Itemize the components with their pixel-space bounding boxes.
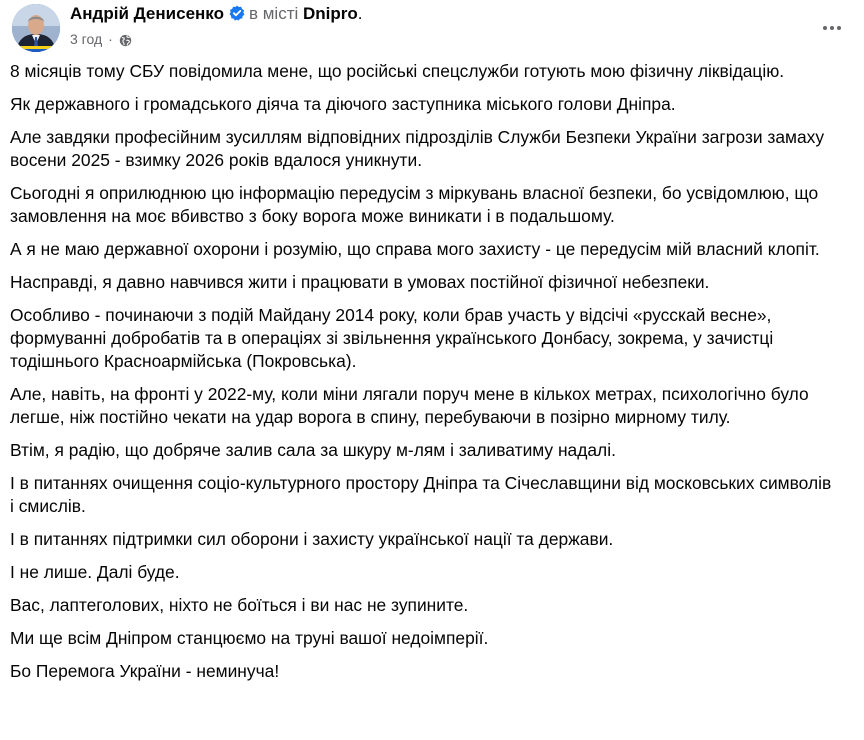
globe-icon[interactable] [119, 33, 132, 51]
post-paragraph: Але, навіть, на фронті у 2022-му, коли міни лягали поруч мене в кількох метрах, психологічно було легше, ніж постійно чекати на удар ворога в спину, перебуваючи в позірно мирному тилу. [10, 384, 809, 427]
meta-separator: · [108, 31, 113, 47]
author-name[interactable]: Андрій Денисенко [70, 4, 224, 23]
post-paragraph: Втім, я радію, що добряче залив сала за шкуру м-лям і заливатиму надалі. [10, 440, 616, 460]
post-paragraph: 8 місяців тому СБУ повідомила мене, що російські спецслужби готують мою фізичну ліквідацію. [10, 61, 785, 81]
post-paragraph: І не лише. Далі буде. [10, 562, 180, 582]
post-paragraph: Вас, лаптеголових, ніхто не боїться і ви нас не зупините. [10, 595, 469, 615]
post-timestamp[interactable]: 3 год [70, 31, 103, 47]
author-avatar[interactable] [12, 4, 60, 52]
more-options-icon-dot [823, 26, 827, 30]
more-options-button[interactable] [814, 10, 850, 46]
more-options-icon-dot [830, 26, 834, 30]
avatar-photo [12, 4, 60, 52]
author-line [70, 2, 363, 28]
post-paragraph: І в питаннях очищення соціо-культурного простору Дніпра та Січеславщини від московських символів і смислів. [10, 473, 832, 516]
post-paragraph: Ми ще всім Дніпром станцюємо на труні вашої недоімперії. [10, 628, 489, 648]
more-options-icon-dot [837, 26, 841, 30]
post-paragraph: А я не маю державної охорони і розумію, що справа мого захисту - це передусім мій власний клопіт. [10, 239, 820, 259]
verified-badge-icon [229, 4, 245, 28]
post-meta [70, 30, 132, 51]
location-link[interactable]: Dnipro [303, 4, 358, 23]
post-header [12, 2, 852, 54]
post-paragraph: Але завдяки професійним зусиллям відповідних підрозділів Служби Безпеки України загрози замаху восени 2025 - взимку 2026 років вдалося уникнути. [10, 127, 825, 170]
post-paragraph: Насправді, я давно навчився жити і працювати в умовах постійної фізичної небезпеки. [10, 272, 710, 292]
post-paragraph: Сьогодні я оприлюднюю цю інформацію передусім з міркувань власної безпеки, бо усвідомлюю, що замовлення на моє вбивство з боку ворога може виникати і в подальшому. [10, 183, 819, 226]
post-body [10, 60, 838, 693]
post-paragraph: Бо Перемога України - неминуча! [10, 661, 280, 681]
location-suffix: . [357, 4, 363, 23]
post-paragraph: Як державного і громадського діяча та діючого заступника міського голови Дніпра. [10, 94, 676, 114]
post-paragraph: І в питаннях підтримки сил оборони і захисту української нації та держави. [10, 529, 614, 549]
post-paragraph: Особливо - починаючи з подій Майдану 2014 року, коли брав участь у відсічі «русскай весне», формуванні добробатів та в операціях зі звільнення українського Донбасу, зокрема, у зачистці тодішнього Красноармійська (Покровська). [10, 305, 774, 371]
location-prefix: в місті [248, 4, 299, 23]
